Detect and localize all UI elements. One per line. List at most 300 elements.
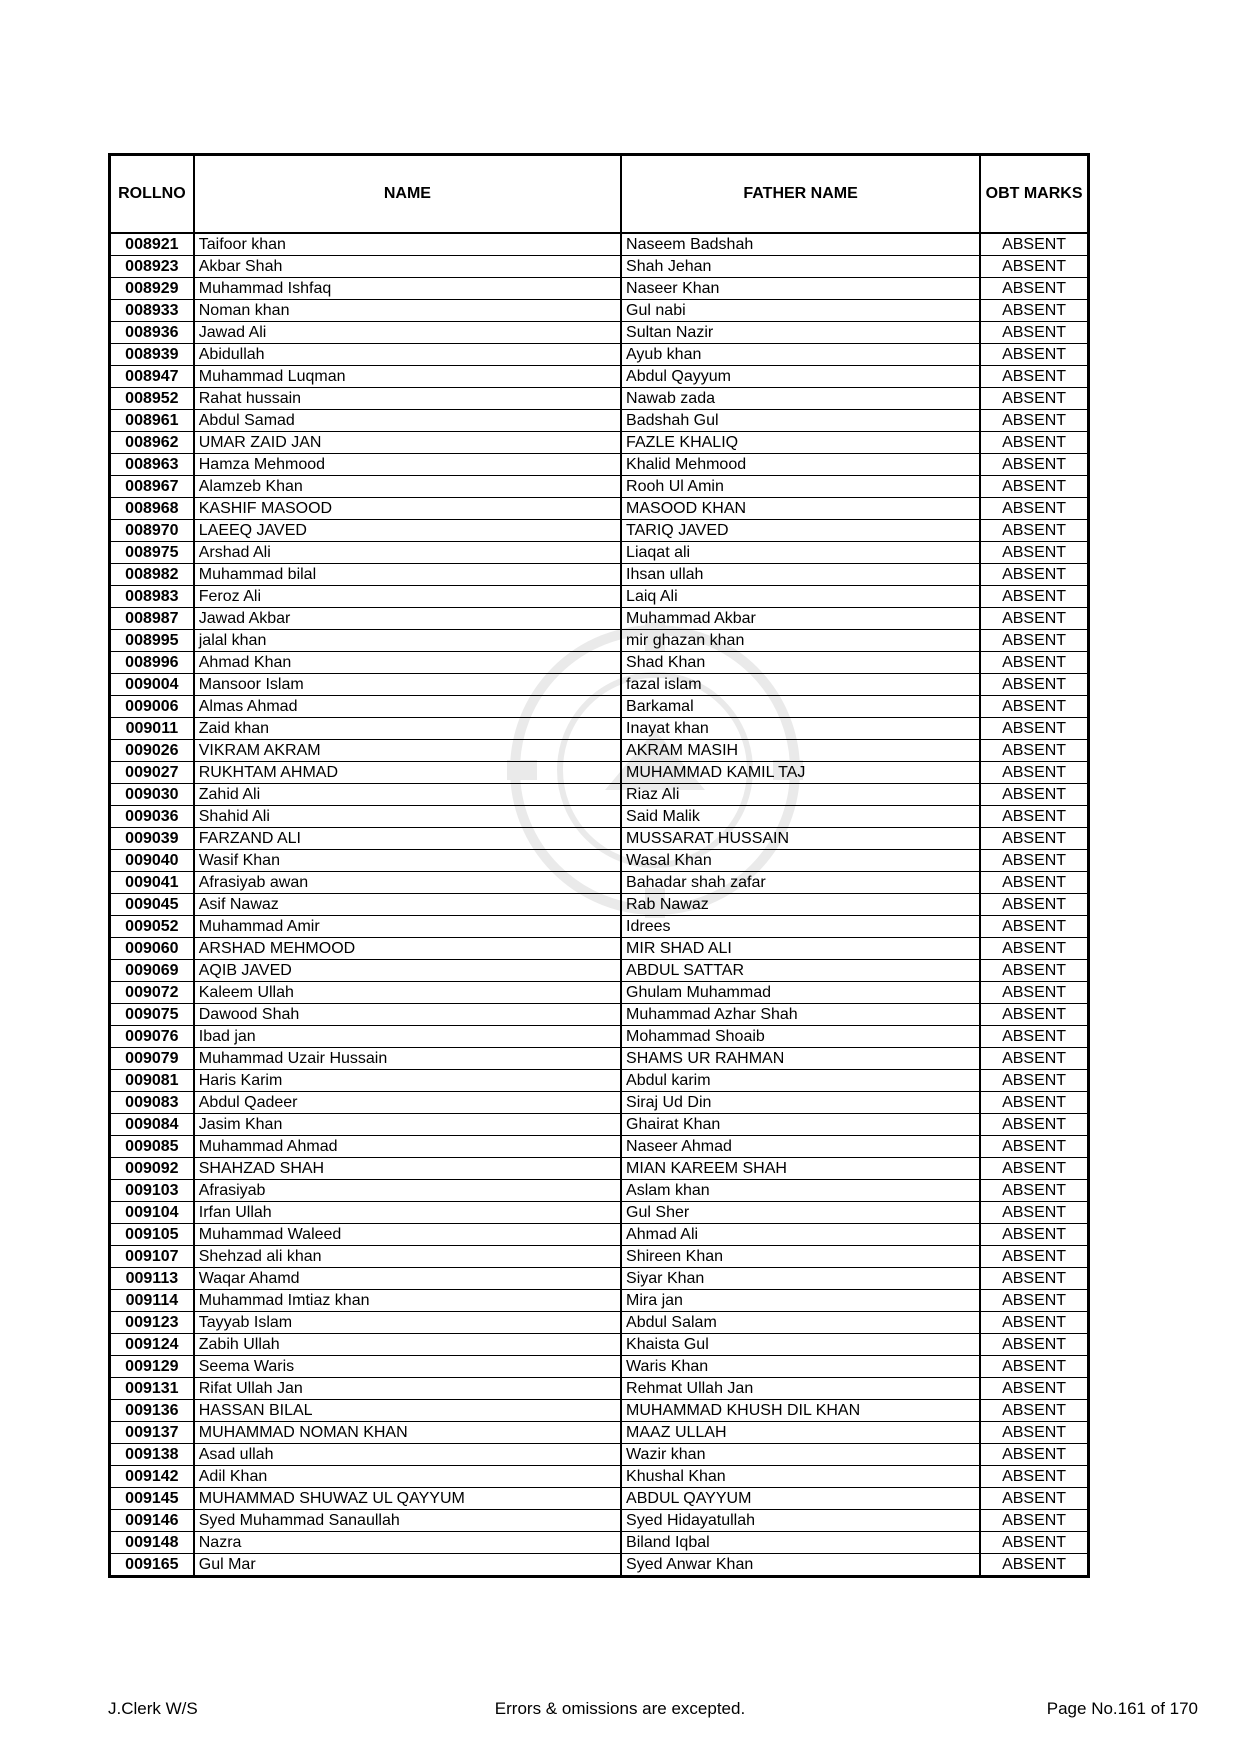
- cell-rollno: 009072: [110, 982, 194, 1004]
- cell-name: RUKHTAM AHMAD: [194, 762, 621, 784]
- cell-rollno: 008947: [110, 366, 194, 388]
- cell-obt-marks: ABSENT: [980, 1444, 1088, 1466]
- table-row: [110, 1532, 1089, 1554]
- cell-obt-marks: ABSENT: [980, 520, 1088, 542]
- table-row: [110, 762, 1089, 784]
- cell-name: Jawad Akbar: [194, 608, 621, 630]
- cell-father-name: FAZLE KHALIQ: [621, 432, 980, 454]
- cell-name: KASHIF MASOOD: [194, 498, 621, 520]
- cell-father-name: Shah Jehan: [621, 256, 980, 278]
- cell-rollno: 008968: [110, 498, 194, 520]
- cell-obt-marks: ABSENT: [980, 256, 1088, 278]
- cell-name: Mansoor Islam: [194, 674, 621, 696]
- table-row: [110, 1554, 1089, 1577]
- table-row: [110, 1312, 1089, 1334]
- table-row: [110, 344, 1089, 366]
- header-rollno: ROLLNO: [110, 155, 194, 234]
- table-row: [110, 1202, 1089, 1224]
- header-father-name: FATHER NAME: [621, 155, 980, 234]
- cell-father-name: Riaz Ali: [621, 784, 980, 806]
- cell-name: Wasif Khan: [194, 850, 621, 872]
- cell-father-name: Abdul karim: [621, 1070, 980, 1092]
- cell-obt-marks: ABSENT: [980, 652, 1088, 674]
- cell-name: FARZAND ALI: [194, 828, 621, 850]
- cell-father-name: Abdul Salam: [621, 1312, 980, 1334]
- cell-name: Kaleem Ullah: [194, 982, 621, 1004]
- cell-rollno: 008962: [110, 432, 194, 454]
- cell-rollno: 009026: [110, 740, 194, 762]
- cell-rollno: 008921: [110, 233, 194, 256]
- table-header-row: [110, 155, 1089, 234]
- cell-rollno: 008987: [110, 608, 194, 630]
- cell-rollno: 008923: [110, 256, 194, 278]
- cell-father-name: Wasal Khan: [621, 850, 980, 872]
- table-row: [110, 1180, 1089, 1202]
- cell-name: Gul Mar: [194, 1554, 621, 1577]
- cell-father-name: MASOOD KHAN: [621, 498, 980, 520]
- cell-rollno: 009027: [110, 762, 194, 784]
- cell-rollno: 009079: [110, 1048, 194, 1070]
- table-row: [110, 718, 1089, 740]
- cell-name: Muhammad Imtiaz khan: [194, 1290, 621, 1312]
- cell-name: Zabih Ullah: [194, 1334, 621, 1356]
- cell-name: Shahid Ali: [194, 806, 621, 828]
- table-row: [110, 982, 1089, 1004]
- table-row: [110, 916, 1089, 938]
- cell-name: Akbar Shah: [194, 256, 621, 278]
- results-table: [108, 153, 1090, 1578]
- cell-name: Irfan Ullah: [194, 1202, 621, 1224]
- cell-father-name: Rab Nawaz: [621, 894, 980, 916]
- table-row: [110, 542, 1089, 564]
- cell-rollno: 009039: [110, 828, 194, 850]
- cell-father-name: MIAN KAREEM SHAH: [621, 1158, 980, 1180]
- cell-obt-marks: ABSENT: [980, 762, 1088, 784]
- cell-name: Asad ullah: [194, 1444, 621, 1466]
- cell-name: Dawood Shah: [194, 1004, 621, 1026]
- cell-father-name: Ayub khan: [621, 344, 980, 366]
- table-row: [110, 1510, 1089, 1532]
- cell-father-name: ABDUL SATTAR: [621, 960, 980, 982]
- cell-father-name: Aslam khan: [621, 1180, 980, 1202]
- cell-father-name: mir ghazan khan: [621, 630, 980, 652]
- cell-obt-marks: ABSENT: [980, 740, 1088, 762]
- table-row: [110, 608, 1089, 630]
- cell-obt-marks: ABSENT: [980, 1048, 1088, 1070]
- cell-obt-marks: ABSENT: [980, 806, 1088, 828]
- table-row: [110, 300, 1089, 322]
- cell-father-name: MUHAMMAD KHUSH DIL KHAN: [621, 1400, 980, 1422]
- cell-obt-marks: ABSENT: [980, 850, 1088, 872]
- cell-obt-marks: ABSENT: [980, 894, 1088, 916]
- cell-name: Nazra: [194, 1532, 621, 1554]
- cell-rollno: 009075: [110, 1004, 194, 1026]
- cell-rollno: 009104: [110, 1202, 194, 1224]
- table-row: [110, 894, 1089, 916]
- cell-rollno: 009138: [110, 1444, 194, 1466]
- cell-rollno: 009069: [110, 960, 194, 982]
- cell-obt-marks: ABSENT: [980, 498, 1088, 520]
- cell-father-name: Inayat khan: [621, 718, 980, 740]
- table-row: [110, 696, 1089, 718]
- cell-rollno: 008970: [110, 520, 194, 542]
- table-row: [110, 1378, 1089, 1400]
- cell-rollno: 009129: [110, 1356, 194, 1378]
- cell-name: MUHAMMAD SHUWAZ UL QAYYUM: [194, 1488, 621, 1510]
- cell-obt-marks: ABSENT: [980, 718, 1088, 740]
- table-row: [110, 674, 1089, 696]
- cell-rollno: 009092: [110, 1158, 194, 1180]
- cell-obt-marks: ABSENT: [980, 1202, 1088, 1224]
- cell-obt-marks: ABSENT: [980, 982, 1088, 1004]
- cell-obt-marks: ABSENT: [980, 476, 1088, 498]
- cell-obt-marks: ABSENT: [980, 564, 1088, 586]
- footer-page-number: Page No.161 of 170: [1046, 1699, 1198, 1718]
- cell-name: Syed Muhammad Sanaullah: [194, 1510, 621, 1532]
- table-row: [110, 520, 1089, 542]
- cell-name: Haris Karim: [194, 1070, 621, 1092]
- cell-rollno: 009085: [110, 1136, 194, 1158]
- cell-rollno: 009131: [110, 1378, 194, 1400]
- cell-obt-marks: ABSENT: [980, 542, 1088, 564]
- cell-rollno: 009123: [110, 1312, 194, 1334]
- cell-obt-marks: ABSENT: [980, 938, 1088, 960]
- cell-father-name: Barkamal: [621, 696, 980, 718]
- cell-obt-marks: ABSENT: [980, 608, 1088, 630]
- table-row: [110, 784, 1089, 806]
- cell-name: Rifat Ullah Jan: [194, 1378, 621, 1400]
- cell-obt-marks: ABSENT: [980, 1180, 1088, 1202]
- cell-rollno: 009137: [110, 1422, 194, 1444]
- table-row: [110, 872, 1089, 894]
- cell-name: Shehzad ali khan: [194, 1246, 621, 1268]
- cell-father-name: Idrees: [621, 916, 980, 938]
- cell-obt-marks: ABSENT: [980, 1510, 1088, 1532]
- cell-name: Hamza Mehmood: [194, 454, 621, 476]
- cell-obt-marks: ABSENT: [980, 432, 1088, 454]
- cell-obt-marks: ABSENT: [980, 630, 1088, 652]
- cell-obt-marks: ABSENT: [980, 1554, 1088, 1577]
- cell-father-name: Badshah Gul: [621, 410, 980, 432]
- cell-name: Muhammad Waleed: [194, 1224, 621, 1246]
- cell-father-name: MUSSARAT HUSSAIN: [621, 828, 980, 850]
- cell-rollno: 009103: [110, 1180, 194, 1202]
- table-row: [110, 256, 1089, 278]
- cell-rollno: 009165: [110, 1554, 194, 1577]
- cell-obt-marks: ABSENT: [980, 916, 1088, 938]
- table-row: [110, 1290, 1089, 1312]
- cell-father-name: Ghulam Muhammad: [621, 982, 980, 1004]
- cell-father-name: Siraj Ud Din: [621, 1092, 980, 1114]
- cell-father-name: Siyar Khan: [621, 1268, 980, 1290]
- cell-rollno: 009045: [110, 894, 194, 916]
- cell-father-name: MAAZ ULLAH: [621, 1422, 980, 1444]
- cell-name: LAEEQ JAVED: [194, 520, 621, 542]
- cell-rollno: 009084: [110, 1114, 194, 1136]
- cell-name: UMAR ZAID JAN: [194, 432, 621, 454]
- cell-name: Rahat hussain: [194, 388, 621, 410]
- table-row: [110, 586, 1089, 608]
- cell-name: ARSHAD MEHMOOD: [194, 938, 621, 960]
- cell-father-name: fazal islam: [621, 674, 980, 696]
- cell-obt-marks: ABSENT: [980, 344, 1088, 366]
- cell-rollno: 009040: [110, 850, 194, 872]
- cell-father-name: Abdul Qayyum: [621, 366, 980, 388]
- cell-obt-marks: ABSENT: [980, 960, 1088, 982]
- cell-rollno: 008995: [110, 630, 194, 652]
- cell-rollno: 009107: [110, 1246, 194, 1268]
- cell-name: Jawad Ali: [194, 322, 621, 344]
- cell-father-name: MUHAMMAD KAMIL TAJ: [621, 762, 980, 784]
- cell-father-name: Mira jan: [621, 1290, 980, 1312]
- cell-rollno: 008933: [110, 300, 194, 322]
- cell-father-name: MIR SHAD ALI: [621, 938, 980, 960]
- cell-rollno: 009113: [110, 1268, 194, 1290]
- table-row: [110, 938, 1089, 960]
- cell-obt-marks: ABSENT: [980, 300, 1088, 322]
- cell-name: Afrasiyab: [194, 1180, 621, 1202]
- cell-rollno: 009030: [110, 784, 194, 806]
- cell-father-name: TARIQ JAVED: [621, 520, 980, 542]
- cell-name: SHAHZAD SHAH: [194, 1158, 621, 1180]
- cell-father-name: Ghairat Khan: [621, 1114, 980, 1136]
- cell-name: Waqar Ahamd: [194, 1268, 621, 1290]
- table-row: [110, 1158, 1089, 1180]
- cell-father-name: Syed Hidayatullah: [621, 1510, 980, 1532]
- cell-name: Zahid Ali: [194, 784, 621, 806]
- cell-father-name: Nawab zada: [621, 388, 980, 410]
- cell-name: Abdul Samad: [194, 410, 621, 432]
- cell-name: Muhammad Uzair Hussain: [194, 1048, 621, 1070]
- cell-father-name: Gul Sher: [621, 1202, 980, 1224]
- cell-rollno: 009076: [110, 1026, 194, 1048]
- cell-father-name: Said Malik: [621, 806, 980, 828]
- cell-father-name: Rehmat Ullah Jan: [621, 1378, 980, 1400]
- cell-name: HASSAN BILAL: [194, 1400, 621, 1422]
- cell-name: Seema Waris: [194, 1356, 621, 1378]
- table-row: [110, 366, 1089, 388]
- table-row: [110, 850, 1089, 872]
- table-row: [110, 1136, 1089, 1158]
- table-row: [110, 1026, 1089, 1048]
- cell-father-name: Khaista Gul: [621, 1334, 980, 1356]
- header-obt-marks: OBT MARKS: [980, 155, 1088, 234]
- cell-father-name: Bahadar shah zafar: [621, 872, 980, 894]
- table-row: [110, 233, 1089, 256]
- cell-rollno: 008967: [110, 476, 194, 498]
- cell-name: Taifoor khan: [194, 233, 621, 256]
- cell-obt-marks: ABSENT: [980, 872, 1088, 894]
- cell-rollno: 008939: [110, 344, 194, 366]
- cell-name: Abidullah: [194, 344, 621, 366]
- cell-name: Asif Nawaz: [194, 894, 621, 916]
- cell-name: Muhammad Luqman: [194, 366, 621, 388]
- cell-obt-marks: ABSENT: [980, 1158, 1088, 1180]
- cell-father-name: AKRAM MASIH: [621, 740, 980, 762]
- cell-father-name: Khalid Mehmood: [621, 454, 980, 476]
- cell-name: Jasim Khan: [194, 1114, 621, 1136]
- cell-rollno: 008982: [110, 564, 194, 586]
- cell-rollno: 009105: [110, 1224, 194, 1246]
- table-row: [110, 278, 1089, 300]
- cell-rollno: 009036: [110, 806, 194, 828]
- cell-obt-marks: ABSENT: [980, 278, 1088, 300]
- cell-father-name: Shad Khan: [621, 652, 980, 674]
- cell-name: jalal khan: [194, 630, 621, 652]
- cell-rollno: 009148: [110, 1532, 194, 1554]
- table-row: [110, 1268, 1089, 1290]
- table-row: [110, 388, 1089, 410]
- cell-obt-marks: ABSENT: [980, 1290, 1088, 1312]
- cell-father-name: Syed Anwar Khan: [621, 1554, 980, 1577]
- cell-obt-marks: ABSENT: [980, 586, 1088, 608]
- cell-name: Muhammad Ishfaq: [194, 278, 621, 300]
- table-row: [110, 740, 1089, 762]
- cell-name: Arshad Ali: [194, 542, 621, 564]
- cell-obt-marks: ABSENT: [980, 1334, 1088, 1356]
- cell-rollno: 009136: [110, 1400, 194, 1422]
- cell-rollno: 009041: [110, 872, 194, 894]
- table-row: [110, 476, 1089, 498]
- table-body: [110, 233, 1089, 1577]
- cell-name: MUHAMMAD NOMAN KHAN: [194, 1422, 621, 1444]
- cell-obt-marks: ABSENT: [980, 454, 1088, 476]
- cell-obt-marks: ABSENT: [980, 388, 1088, 410]
- table-row: [110, 1488, 1089, 1510]
- cell-obt-marks: ABSENT: [980, 1466, 1088, 1488]
- cell-father-name: Khushal Khan: [621, 1466, 980, 1488]
- cell-rollno: 009146: [110, 1510, 194, 1532]
- cell-name: Ahmad Khan: [194, 652, 621, 674]
- cell-obt-marks: ABSENT: [980, 828, 1088, 850]
- cell-father-name: Liaqat ali: [621, 542, 980, 564]
- cell-name: VIKRAM AKRAM: [194, 740, 621, 762]
- cell-rollno: 008996: [110, 652, 194, 674]
- cell-obt-marks: ABSENT: [980, 1224, 1088, 1246]
- cell-father-name: Wazir khan: [621, 1444, 980, 1466]
- cell-rollno: 009145: [110, 1488, 194, 1510]
- cell-obt-marks: ABSENT: [980, 1070, 1088, 1092]
- cell-obt-marks: ABSENT: [980, 366, 1088, 388]
- cell-name: Alamzeb Khan: [194, 476, 621, 498]
- cell-obt-marks: ABSENT: [980, 1400, 1088, 1422]
- cell-rollno: 008983: [110, 586, 194, 608]
- cell-rollno: 009011: [110, 718, 194, 740]
- table-row: [110, 806, 1089, 828]
- table-row: [110, 1400, 1089, 1422]
- cell-name: Adil Khan: [194, 1466, 621, 1488]
- table-row: [110, 1334, 1089, 1356]
- table-row: [110, 410, 1089, 432]
- cell-obt-marks: ABSENT: [980, 1422, 1088, 1444]
- cell-obt-marks: ABSENT: [980, 674, 1088, 696]
- cell-father-name: ABDUL QAYYUM: [621, 1488, 980, 1510]
- cell-rollno: 008952: [110, 388, 194, 410]
- cell-rollno: 009004: [110, 674, 194, 696]
- cell-rollno: 009081: [110, 1070, 194, 1092]
- cell-name: Muhammad Ahmad: [194, 1136, 621, 1158]
- cell-father-name: Biland Iqbal: [621, 1532, 980, 1554]
- cell-rollno: 009006: [110, 696, 194, 718]
- cell-name: Abdul Qadeer: [194, 1092, 621, 1114]
- cell-obt-marks: ABSENT: [980, 1246, 1088, 1268]
- cell-father-name: Mohammad Shoaib: [621, 1026, 980, 1048]
- cell-rollno: 008929: [110, 278, 194, 300]
- cell-name: Feroz Ali: [194, 586, 621, 608]
- cell-father-name: Naseer Khan: [621, 278, 980, 300]
- table-row: [110, 960, 1089, 982]
- table-row: [110, 1356, 1089, 1378]
- table-row: [110, 630, 1089, 652]
- cell-name: Ibad jan: [194, 1026, 621, 1048]
- table-row: [110, 564, 1089, 586]
- cell-rollno: 009114: [110, 1290, 194, 1312]
- cell-obt-marks: ABSENT: [980, 233, 1088, 256]
- cell-father-name: Muhammad Akbar: [621, 608, 980, 630]
- cell-obt-marks: ABSENT: [980, 322, 1088, 344]
- cell-father-name: Rooh Ul Amin: [621, 476, 980, 498]
- cell-father-name: Shireen Khan: [621, 1246, 980, 1268]
- header-name: NAME: [194, 155, 621, 234]
- cell-rollno: 009060: [110, 938, 194, 960]
- cell-name: Muhammad Amir: [194, 916, 621, 938]
- table-row: [110, 1246, 1089, 1268]
- table-row: [110, 498, 1089, 520]
- cell-father-name: Naseer Ahmad: [621, 1136, 980, 1158]
- table-row: [110, 1466, 1089, 1488]
- cell-obt-marks: ABSENT: [980, 410, 1088, 432]
- cell-obt-marks: ABSENT: [980, 1488, 1088, 1510]
- cell-rollno: 008961: [110, 410, 194, 432]
- table-row: [110, 1070, 1089, 1092]
- table-row: [110, 1114, 1089, 1136]
- table-row: [110, 828, 1089, 850]
- table-row: [110, 1224, 1089, 1246]
- cell-father-name: Laiq Ali: [621, 586, 980, 608]
- table-row: [110, 1444, 1089, 1466]
- cell-rollno: 008975: [110, 542, 194, 564]
- table-row: [110, 1092, 1089, 1114]
- cell-name: Noman khan: [194, 300, 621, 322]
- cell-name: Tayyab Islam: [194, 1312, 621, 1334]
- cell-obt-marks: ABSENT: [980, 1356, 1088, 1378]
- cell-obt-marks: ABSENT: [980, 1004, 1088, 1026]
- cell-name: Zaid khan: [194, 718, 621, 740]
- cell-name: AQIB JAVED: [194, 960, 621, 982]
- table-row: [110, 1422, 1089, 1444]
- cell-father-name: Muhammad Azhar Shah: [621, 1004, 980, 1026]
- cell-name: Almas Ahmad: [194, 696, 621, 718]
- footer-disclaimer: Errors & omissions are excepted.: [494, 1699, 746, 1718]
- footer-clerk: J.Clerk W/S: [108, 1699, 198, 1718]
- cell-obt-marks: ABSENT: [980, 1136, 1088, 1158]
- cell-name: Muhammad bilal: [194, 564, 621, 586]
- cell-obt-marks: ABSENT: [980, 1026, 1088, 1048]
- table-row: [110, 652, 1089, 674]
- table-row: [110, 432, 1089, 454]
- cell-father-name: Ahmad Ali: [621, 1224, 980, 1246]
- cell-rollno: 009052: [110, 916, 194, 938]
- cell-father-name: SHAMS UR RAHMAN: [621, 1048, 980, 1070]
- table-row: [110, 322, 1089, 344]
- cell-rollno: 008963: [110, 454, 194, 476]
- cell-obt-marks: ABSENT: [980, 696, 1088, 718]
- cell-rollno: 008936: [110, 322, 194, 344]
- cell-name: Afrasiyab awan: [194, 872, 621, 894]
- cell-obt-marks: ABSENT: [980, 1092, 1088, 1114]
- cell-obt-marks: ABSENT: [980, 1378, 1088, 1400]
- cell-obt-marks: ABSENT: [980, 784, 1088, 806]
